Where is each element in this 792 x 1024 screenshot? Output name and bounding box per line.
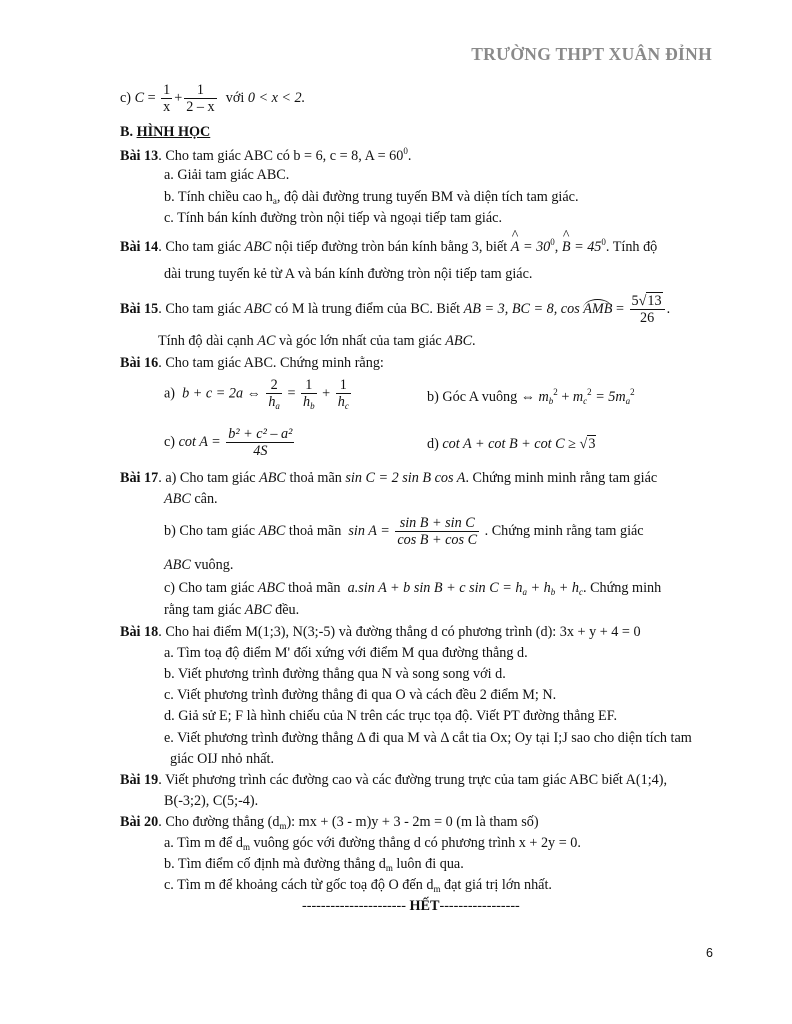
problem-18e: e. Viết phương trình đường thẳng Δ đi qua M và Δ cắt tia Ox; Oy tại I;J sao cho diện tích tam <box>164 730 692 746</box>
problem-16: Bài 16. Cho tam giác ABC. Chứng minh rằng: <box>120 355 384 371</box>
problem-18: Bài 18. Cho hai điểm M(1;3), N(3;-5) và đường thẳng d có phương trình (d): 3x + y + 4 = 0 <box>120 624 641 640</box>
item-c-expression <box>120 82 305 116</box>
problem-17c: c) Cho tam giác ABC thoả mãn a.sin A + b sin B + c $\sin C = h_a + h_b + h_c$. Chứng minh <box>164 580 662 597</box>
problem-13b: b. Tính chiều cao $h_a$, độ dài đường trung tuyến BM và diện tích tam giác. <box>164 189 579 206</box>
problem-20: Bài 20. Cho đường thẳng $(d_m)$: mx + (3 - m)y + 3 - 2m = 0 (m là tham số) <box>120 814 539 831</box>
problem-13c: c. Tính bán kính đường tròn nội tiếp và ngoại tiếp tam giác. <box>164 210 503 226</box>
arc-amb: AMB <box>583 301 613 318</box>
problem-18d: d. Giả sử E; F là hình chiếu của N trên các trục tọa độ. Viết PT đường thẳng EF. <box>164 708 617 724</box>
text: với <box>225 90 245 107</box>
problem-15-cont: Tính độ dài cạnh AC và góc lớn nhất của tam giác ABC. <box>158 333 476 349</box>
problem-13: Bài 13. Cho tam giác ABC có b = 6, c = 8, $A = 60^0$. <box>120 146 412 164</box>
fraction: $\frac{5√13}{26}$ <box>630 293 665 327</box>
problem-18c: c. Viết phương trình đường thẳng đi qua O và cách đều 2 điểm M; N. <box>164 687 557 703</box>
problem-20a: a. Tìm m để $d_m$ vuông góc với đường thẳng d có phương trình x + 2y = 0. <box>164 835 581 852</box>
problem-19: Bài 19. Viết phương trình các đường cao và các đường trung trực của tam giác ABC biết A(1;4), <box>120 772 668 788</box>
problem-17a-cont: ABC cân. <box>164 491 218 507</box>
condition: 0 < x < 2. <box>247 90 306 107</box>
problem-18b: b. Viết phương trình đường thẳng qua N và song song với d. <box>164 666 506 682</box>
problem-20c: c. Tìm m để khoảng cách từ gốc toạ độ O đến $d_m$ đạt giá trị lớn nhất. <box>164 877 552 894</box>
math-op: = <box>147 90 156 107</box>
problem-16a: a) b + c = 2a ⇔ $\frac{2}{h_a}$ = $\frac{1}{h_b}$ + $\frac{1}{h_c}$ <box>164 377 349 412</box>
section-heading: B. HÌNH HỌC <box>120 124 211 140</box>
school-header: TRƯỜNG THPT XUÂN ĐỈNH <box>471 44 712 64</box>
angle-b: ^ B <box>562 239 571 256</box>
problem-17b-cont: ABC vuông. <box>164 557 234 573</box>
problem-20b: b. Tìm điểm cố định mà đường thẳng $d_m$ luôn đi qua. <box>164 856 464 873</box>
problem-17: Bài 17. a) Cho tam giác ABC thoả mãn sin C = 2 sin B cos A. Chứng minh minh rằng tam giác <box>120 470 658 486</box>
problem-17c-cont: rằng tam giác ABC đều. <box>164 602 300 618</box>
problem-14-cont: dài trung tuyến kẻ từ A và bán kính đường tròn nội tiếp tam giác. <box>164 266 533 282</box>
problem-16b: b) Góc A vuông ⇔ $m_b^2 + m_c^2 = 5m_a^2$ <box>427 387 635 406</box>
end-marker: ---------------------- HẾT----------------- <box>302 898 520 914</box>
math-op: + <box>174 90 183 107</box>
problem-19-cont: B(-3;2), C(5;-4). <box>164 793 259 809</box>
problem-18a: a. Tìm toạ độ điểm M' đối xứng với điểm M qua đường thẳng d. <box>164 645 528 661</box>
problem-14: Bài 14. Cho tam giác ABC nội tiếp đường tròn bán kính bằng 3, biết ^ $A = 30^0$, ^ $B = 45^0$. Tính độ <box>120 237 657 256</box>
angle-a: ^ A <box>511 239 520 256</box>
math-var: C <box>134 90 145 107</box>
item-label: c) <box>120 90 132 107</box>
fraction: $\frac{1}{2 - x}$ <box>186 82 215 116</box>
page-number: 6 <box>706 946 713 960</box>
problem-17b: b) Cho tam giác ABC thoả mãn sin A = $\frac{\text{sin B + sin C}}{\text{cos B + cos C}}$ . Chứng minh rằng tam giác <box>164 515 644 549</box>
problem-13a: a. Giải tam giác ABC. <box>164 167 290 183</box>
fraction: $\frac{1}{x}$ <box>163 82 171 116</box>
problem-16d: d) cot A + cot B + cot C ≥ √3 <box>427 436 596 452</box>
problem-18e-cont: giác OIJ nhỏ nhất. <box>170 751 275 767</box>
problem-15: Bài 15. Cho tam giác ABC có M là trung điểm của BC. Biết AB = 3, BC = 8, cos AMB = $\frac{5√13}{26}$ . <box>120 293 671 327</box>
problem-16c: c) cot A = $\frac{\text{b² + c² – a²}}{4S}$ <box>164 426 293 460</box>
